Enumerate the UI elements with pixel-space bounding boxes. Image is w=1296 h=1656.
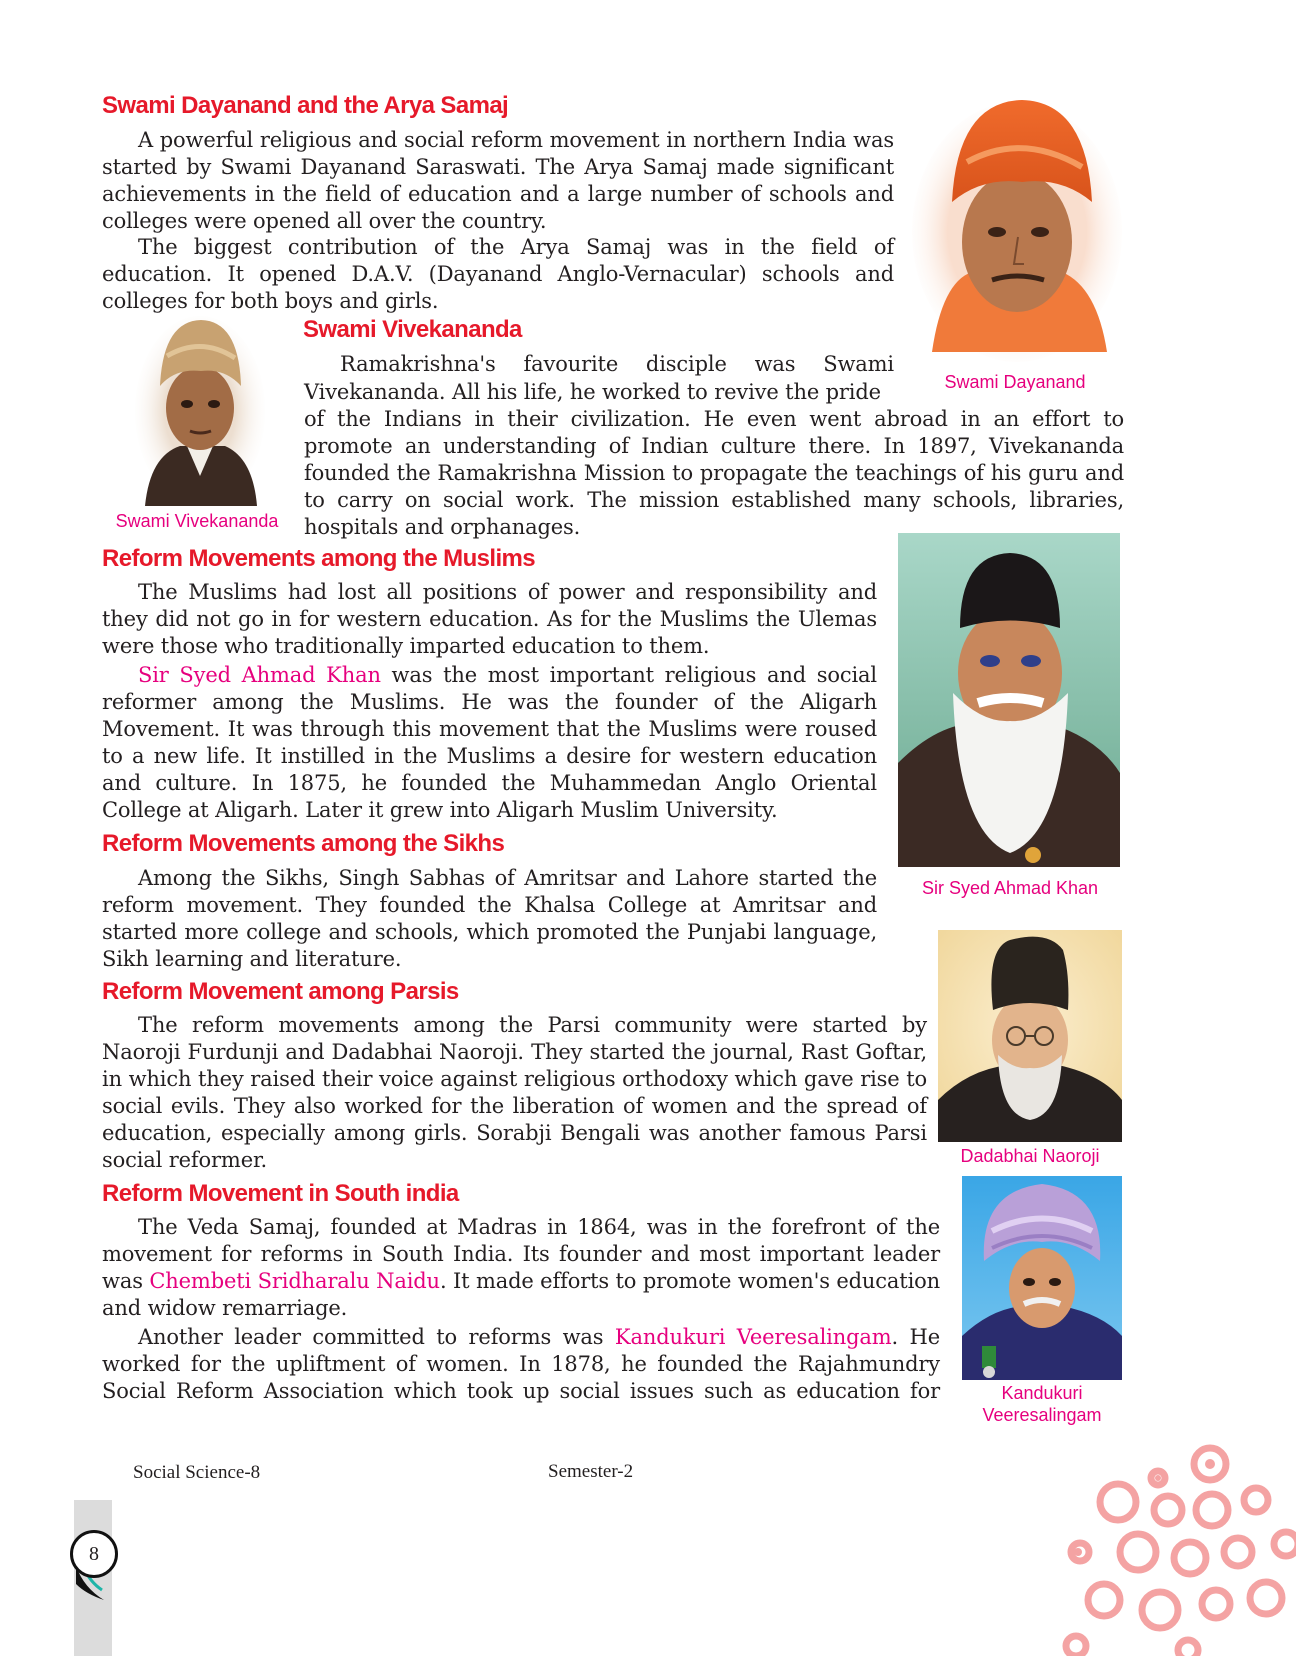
paragraph-sikhs: Among the Sikhs, Singh Sabhas of Amritsar and Lahore started the reform movement. They founded the Khalsa College at Amritsar and started more college and schools, which promoted the Punjabi language, Sikh learning and literature. [102, 866, 877, 971]
caption-swami-vivekananda: Swami Vivekananda [115, 511, 279, 531]
caption-kandukuri: Kandukuri Veeresalingam [982, 1383, 1102, 1425]
paragraph-south-india-1: The Veda Samaj, founded at Madras in 1864, was in the forefront of the movement for reforms in South India. Its founder and most important leader was Chembeti Sridharalu Naidu. It made efforts to promote women's education and widow remarriage. [102, 1215, 941, 1320]
paragraph-muslims-2: Sir Syed Ahmad Khan was the most important religious and social reformer among the Muslims. He was the founder of the Aligarh Movement. It was through this movement that the Muslims were roused to a new life. It instilled in the Muslims a desire for western education and culture. In 1875, he founded the Muhammedan Anglo Oriental College at Aligarh. Later it grew into Aligarh Muslim University. [102, 663, 877, 822]
decorative-circles-icon [1060, 1440, 1296, 1656]
paragraph-parsis: The reform movements among the Parsi community were started by Naoroji Furdunji and Dadabhai Naoroji. They started the journal, Rast Goftar, in which they raised their voice against religious orthodoxy which gave rise to social evils. They also worked for the liberation of women and the spread of education, especially among girls. Sorabji Bengali was another famous Parsi social reformer. [102, 1013, 927, 1172]
page-number: 8 [70, 1530, 118, 1578]
swami-vivekananda-portrait [135, 316, 265, 506]
heading-muslims: Reform Movements among the Muslims [102, 545, 536, 572]
heading-arya-samaj: Swami Dayanand and the Arya Samaj [102, 92, 509, 119]
page-number-badge [70, 1530, 122, 1600]
highlight-sir-syed: Sir Syed Ahmad Khan [138, 663, 381, 687]
heading-south-india: Reform Movement in South india [102, 1180, 459, 1207]
paragraph-vivekananda-rest: of the Indians in their civilization. He even went abroad in an effort to promote an understanding of Indian culture there. In 1897, Vivekananda founded the Ramakrishna Mission to propagate the teachings of his guru and to carry on social work. The mission established many schools, libraries, hospitals and orphanages. [304, 407, 1124, 539]
swami-dayanand-portrait [912, 92, 1122, 362]
highlight-kandukuri: Kandukuri Veeresalingam [614, 1325, 892, 1349]
sir-syed-ahmad-khan-portrait [898, 533, 1120, 867]
dadabhai-naoroji-portrait [938, 930, 1122, 1142]
caption-swami-dayanand: Swami Dayanand [944, 372, 1086, 392]
paragraph-muslims-1: The Muslims had lost all positions of power and responsibility and they did not go in for western education. As for the Muslims the Ulemas were those who traditionally imparted education to them. [102, 580, 877, 658]
paragraph-vivekananda-line-1: Ramakrishna's favourite disciple was Swami [340, 352, 894, 376]
kandukuri-veeresalingam-portrait [962, 1176, 1122, 1380]
footer-semester: Semester-2 [548, 1461, 634, 1482]
heading-vivekananda: Swami Vivekananda [303, 316, 522, 343]
heading-sikhs: Reform Movements among the Sikhs [102, 830, 505, 857]
caption-sir-syed: Sir Syed Ahmad Khan [921, 878, 1099, 898]
highlight-chembeti: Chembeti Sridharalu Naidu [149, 1269, 440, 1293]
paragraph-arya-samaj-2: The biggest contribution of the Arya Samaj was in the field of education. It opened D.A.V. (Dayanand Anglo-Vernacular) schools and colleges for both boys and girls. [102, 235, 894, 313]
paragraph-arya-samaj-1: A powerful religious and social reform movement in northern India was started by Swami Dayanand Saraswati. The Arya Samaj made significant achievements in the field of education and a large number of schools and colleges were opened all over the country. [102, 128, 894, 233]
footer-book-title: Social Science-8 [133, 1462, 261, 1483]
caption-dadabhai: Dadabhai Naoroji [960, 1146, 1100, 1166]
paragraph-vivekananda-line-2: Vivekananda. All his life, he worked to revive the pride [304, 380, 881, 404]
paragraph-south-india-2: Another leader committed to reforms was Kandukuri Veeresalingam. He worked for the upliftment of women. In 1878, he founded the Rajahmundry Social Reform Association which took up social issues such as education for [102, 1325, 940, 1403]
heading-parsis: Reform Movement among Parsis [102, 978, 459, 1005]
